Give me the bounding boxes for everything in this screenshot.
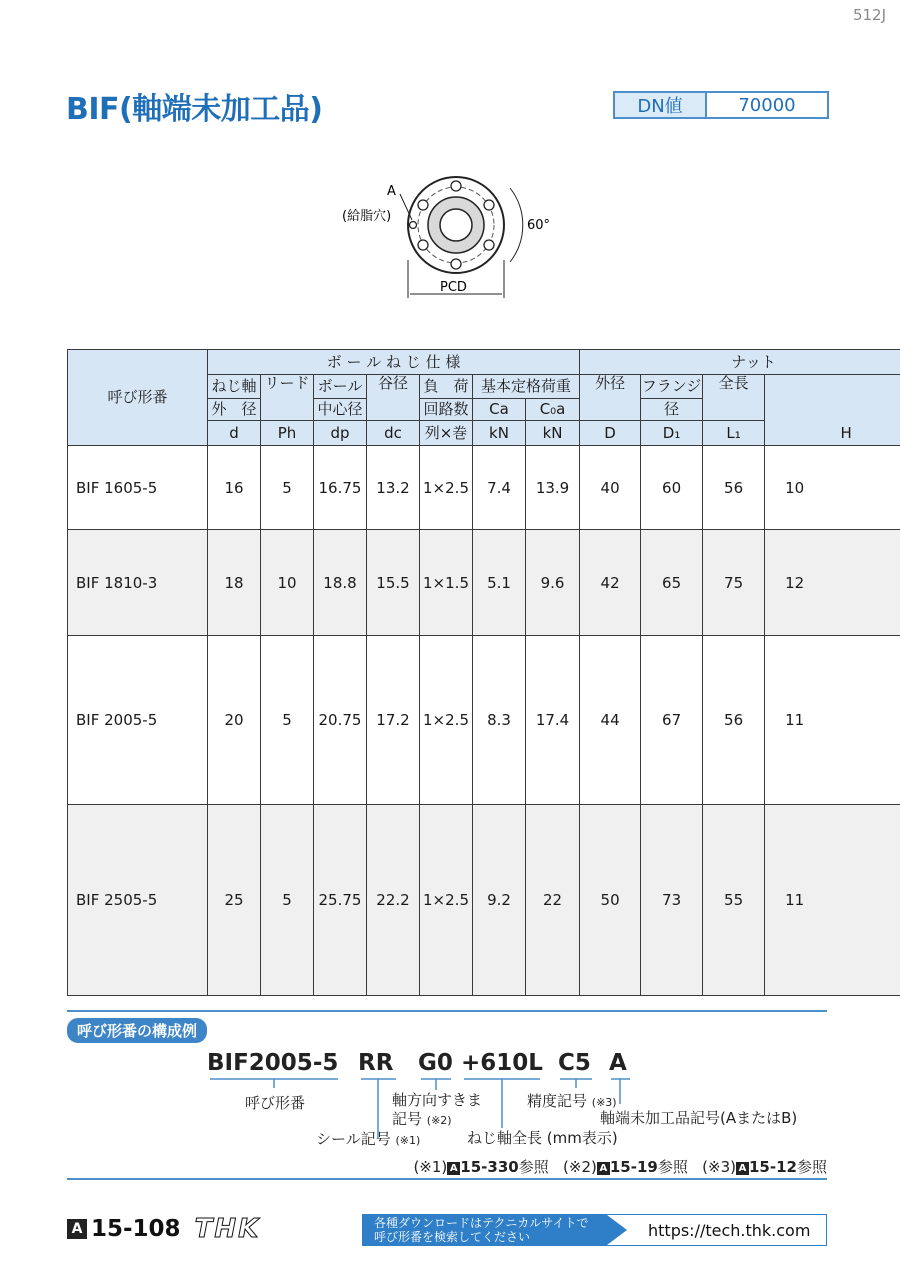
label-clearance-line2 [392, 1108, 452, 1129]
bracket-accuracy [560, 1079, 592, 1088]
col-header-ca: Ca [473, 399, 526, 421]
cell-dc: 15.5 [367, 530, 420, 636]
banner-arrow-icon [607, 1215, 627, 1245]
col-header-ball-center-2: 中心径 [314, 399, 367, 421]
cell-fl: 73 [641, 805, 703, 996]
label-angle: 60° [527, 218, 551, 233]
section-rule [67, 1010, 827, 1012]
cell-ph: 10 [261, 530, 314, 636]
cell-ph: 5 [261, 446, 314, 530]
label-suffix: 軸端未加工品記号(AまたはB) [600, 1109, 798, 1127]
specification-table [67, 349, 900, 996]
oil-hole [410, 222, 417, 229]
label-oil-hole: (給脂穴) [342, 209, 392, 224]
tech-site-url[interactable]: https://tech.thk.com [648, 1221, 811, 1240]
shaft-bore [440, 209, 472, 241]
col-header-load: 負 荷 [420, 375, 473, 399]
dn-value-box [613, 91, 829, 119]
cell-h: 12 [765, 530, 900, 636]
page-number: 512J [852, 6, 886, 24]
ref-note-3: (※3) [702, 1158, 736, 1176]
cell-load: 1×2.5 [420, 446, 473, 530]
reference-notes [413, 1156, 827, 1177]
cell-ca: 5.1 [473, 530, 526, 636]
col-header-length: 全長 [703, 375, 765, 421]
col-header-load-2: 回路数 [420, 399, 473, 421]
unit-d: d [208, 421, 261, 446]
table-row [68, 446, 900, 530]
table-row [68, 530, 900, 636]
download-banner[interactable] [362, 1215, 607, 1245]
code-length: +610L [461, 1050, 543, 1076]
col-header-c0a: C₀a [526, 399, 580, 421]
angle-arc [510, 188, 523, 262]
cell-ca: 7.4 [473, 446, 526, 530]
ref-page-2[interactable]: 15-19 [609, 1158, 658, 1176]
label-accuracy: 精度記号 [527, 1092, 588, 1110]
page-title: BIF(軸端未加工品) [66, 92, 323, 127]
cell-load: 1×1.5 [420, 530, 473, 636]
col-header-shaft-diameter-2: 外 径 [208, 399, 261, 421]
cell-model: BIF 1810-3 [68, 530, 208, 636]
code-seal: RR [358, 1050, 394, 1076]
footer-code: 15-108 [91, 1216, 181, 1242]
cell-od: 40 [580, 446, 641, 530]
cell-dc: 13.2 [367, 446, 420, 530]
ref-note-1: (※1) [413, 1158, 448, 1176]
footer-page-code [67, 1214, 260, 1244]
cell-d: 25 [208, 805, 261, 996]
ref-note-2: (※2) [563, 1158, 597, 1176]
dn-value: 70000 [738, 94, 796, 116]
banner-line-2: 呼び形番を検索してください [374, 1230, 531, 1244]
label-a: A [387, 184, 396, 199]
unit-load: 列×巻 [420, 421, 473, 446]
bolt-hole [418, 200, 428, 210]
col-header-flange-2: 径 [641, 399, 703, 421]
cell-c0a: 17.4 [526, 636, 580, 805]
cell-model: BIF 2505-5 [68, 805, 208, 996]
bolt-hole [484, 240, 494, 250]
cell-len: 55 [703, 805, 765, 996]
table-row [68, 805, 900, 996]
leader-line [400, 194, 412, 220]
cell-fl: 67 [641, 636, 703, 805]
cell-model: BIF 2005-5 [68, 636, 208, 805]
table-row [68, 636, 900, 805]
ref-suffix-2: 参照 [657, 1158, 688, 1176]
cell-model: BIF 1605-5 [68, 446, 208, 530]
ref-page-1[interactable]: 15-330 [460, 1158, 519, 1176]
cell-fl: 65 [641, 530, 703, 636]
note-ref-2: (※2) [426, 1114, 452, 1127]
col-header-lead: リード [261, 375, 314, 421]
a-section-icon: A [597, 1162, 610, 1175]
thk-logo: THK [194, 1214, 261, 1244]
cell-ph: 5 [261, 805, 314, 996]
dn-label: DN値 [615, 93, 707, 117]
cell-load: 1×2.5 [420, 636, 473, 805]
cell-dp: 25.75 [314, 805, 367, 996]
col-header-outer-diameter: 外径 [580, 375, 641, 421]
cell-h: 10 [765, 446, 900, 530]
cell-od: 42 [580, 530, 641, 636]
cell-len: 56 [703, 446, 765, 530]
cell-dc: 22.2 [367, 805, 420, 996]
cell-od: 44 [580, 636, 641, 805]
ref-suffix-1: 参照 [518, 1158, 549, 1176]
label-clearance-2: 記号 [392, 1110, 423, 1128]
cell-od: 50 [580, 805, 641, 996]
cell-len: 56 [703, 636, 765, 805]
bolt-hole [451, 259, 461, 269]
cell-h: 11 [765, 636, 900, 805]
label-clearance: 軸方向すきま [392, 1091, 483, 1109]
bolt-hole [451, 181, 461, 191]
banner-line-1: 各種ダウンロードはテクニカルサイトで [374, 1216, 589, 1230]
ball-screw-spec-header: ボ ー ル ね じ 仕 様 [208, 350, 580, 375]
cell-c0a: 9.6 [526, 530, 580, 636]
cell-ph: 5 [261, 636, 314, 805]
cell-h: 11 [765, 805, 900, 996]
code-clearance: G0 [418, 1050, 453, 1076]
label-seal-line [316, 1128, 420, 1149]
cell-ca: 9.2 [473, 805, 526, 996]
cell-dp: 16.75 [314, 446, 367, 530]
unit-ph: Ph [261, 421, 314, 446]
col-header-basic-load-rating: 基本定格荷重 [473, 375, 580, 399]
label-model: 呼び形番 [245, 1094, 306, 1112]
ref-suffix-3: 参照 [796, 1158, 827, 1176]
unit-fl: D₁ [641, 421, 703, 446]
code-suffix: A [609, 1050, 627, 1076]
bolt-hole [484, 200, 494, 210]
unit-dc: dc [367, 421, 420, 446]
col-header-root-diameter: 谷径 [367, 375, 420, 421]
cell-dc: 17.2 [367, 636, 420, 805]
code-accuracy: C5 [558, 1050, 591, 1076]
col-header-shaft-diameter: ねじ軸 [208, 375, 261, 399]
bolt-hole [418, 240, 428, 250]
cell-d: 18 [208, 530, 261, 636]
unit-ca: kN [473, 421, 526, 446]
cell-c0a: 22 [526, 805, 580, 996]
a-section-icon: A [67, 1219, 87, 1239]
unit-od: D [580, 421, 641, 446]
composition-badge: 呼び形番の構成例 [67, 1018, 207, 1043]
label-seal: シール記号 [316, 1130, 391, 1148]
col-header-h: H [765, 375, 900, 446]
bracket-model [210, 1079, 338, 1088]
cell-fl: 60 [641, 446, 703, 530]
label-pcd: PCD [440, 280, 467, 295]
note-ref-1: (※1) [395, 1134, 421, 1147]
model-header: 呼び形番 [68, 350, 208, 446]
cell-d: 20 [208, 636, 261, 805]
section-rule [67, 1178, 827, 1180]
cell-dp: 18.8 [314, 530, 367, 636]
col-header-flange: フランジ [641, 375, 703, 399]
cell-c0a: 13.9 [526, 446, 580, 530]
note-ref-3: (※3) [591, 1096, 617, 1109]
cell-dp: 20.75 [314, 636, 367, 805]
ref-page-3[interactable]: 15-12 [749, 1158, 797, 1176]
nut-header: ナット [580, 350, 900, 375]
unit-len: L₁ [703, 421, 765, 446]
cell-d: 16 [208, 446, 261, 530]
a-section-icon: A [736, 1162, 749, 1175]
nut-end-view-diagram [330, 170, 570, 305]
label-length: ねじ軸全長 (mm表示) [467, 1129, 618, 1147]
cell-ca: 8.3 [473, 636, 526, 805]
unit-dp: dp [314, 421, 367, 446]
cell-len: 75 [703, 530, 765, 636]
unit-c0a: kN [526, 421, 580, 446]
col-header-ball-center: ボール [314, 375, 367, 399]
code-model: BIF2005-5 [207, 1050, 339, 1076]
cell-load: 1×2.5 [420, 805, 473, 996]
a-section-icon: A [447, 1162, 460, 1175]
